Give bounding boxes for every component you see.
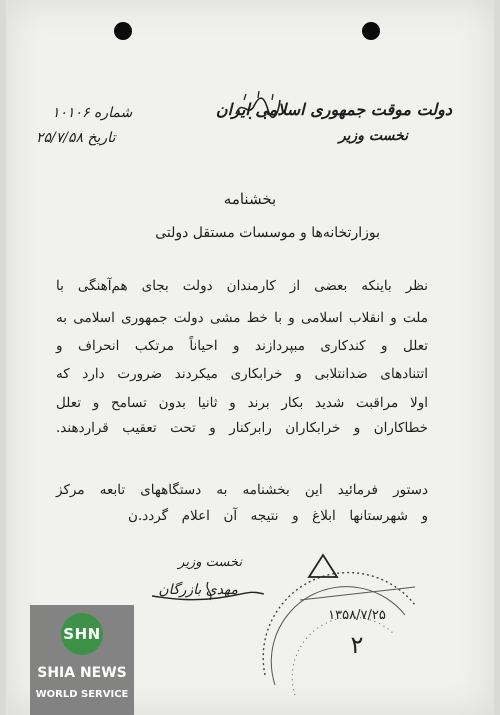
shn-logo: SHN — [61, 613, 103, 655]
office-title: نخست وزیر — [338, 128, 408, 144]
watermark-badge — [30, 605, 134, 715]
punch-hole-left — [114, 22, 132, 40]
document-number: شماره ۱۰۱۰۶ — [52, 105, 133, 121]
body-line: نظر باینکه بعضی از کارمندان دولت بجای هم‌آهنگی با — [56, 278, 428, 294]
body-line: اتتنادهای ضدانتلابی و خرابکاری میکردند ضرورت دارد که — [56, 366, 428, 382]
document-title: بخشنامه — [223, 190, 277, 208]
watermark-name: SHIA NEWS — [37, 665, 127, 681]
document-date: تاریخ ۲۵/۷/۵۸ — [36, 130, 116, 146]
body-line: تعلل و کندکاری مبپردازند و احیاناً مرتکب انحراف و — [56, 338, 428, 354]
closing-line: و شهرستانها ابلاغ و نتیجه آن اعلام گردد.ن — [128, 508, 428, 524]
government-title: دولت موقت جمهوری اسلامی ایران — [215, 100, 452, 119]
closing-line: دستور فرمائید این بخشنامه به دستگاههای تابعه مرکز — [56, 482, 428, 498]
signature-title: نخست وزیر — [178, 555, 242, 570]
addressee: بوزارتخانه‌ها و موسسات مستقل دولتی — [155, 225, 380, 241]
body-line: اولا مراقبت شدید بکار برند و ثانیا بدون تسامح و تعلل — [56, 395, 428, 411]
punch-hole-right — [362, 22, 380, 40]
stamp-date: ۱۳۵۸/۷/۲۵ — [328, 608, 386, 623]
stamp-number: ۲ — [350, 631, 364, 659]
watermark-tagline: WORLD SERVICE — [35, 689, 129, 700]
body-line: خطاکاران و خرابکاران رابرکنار و تحت تعقیب قراردهند. — [56, 420, 428, 436]
official-stamp — [245, 545, 435, 705]
signature-name: مهدی بازرگان — [158, 582, 238, 598]
body-line: ملت و انقلاب اسلامی و با خط مشی دولت جمهوری اسلامی به — [56, 310, 428, 326]
